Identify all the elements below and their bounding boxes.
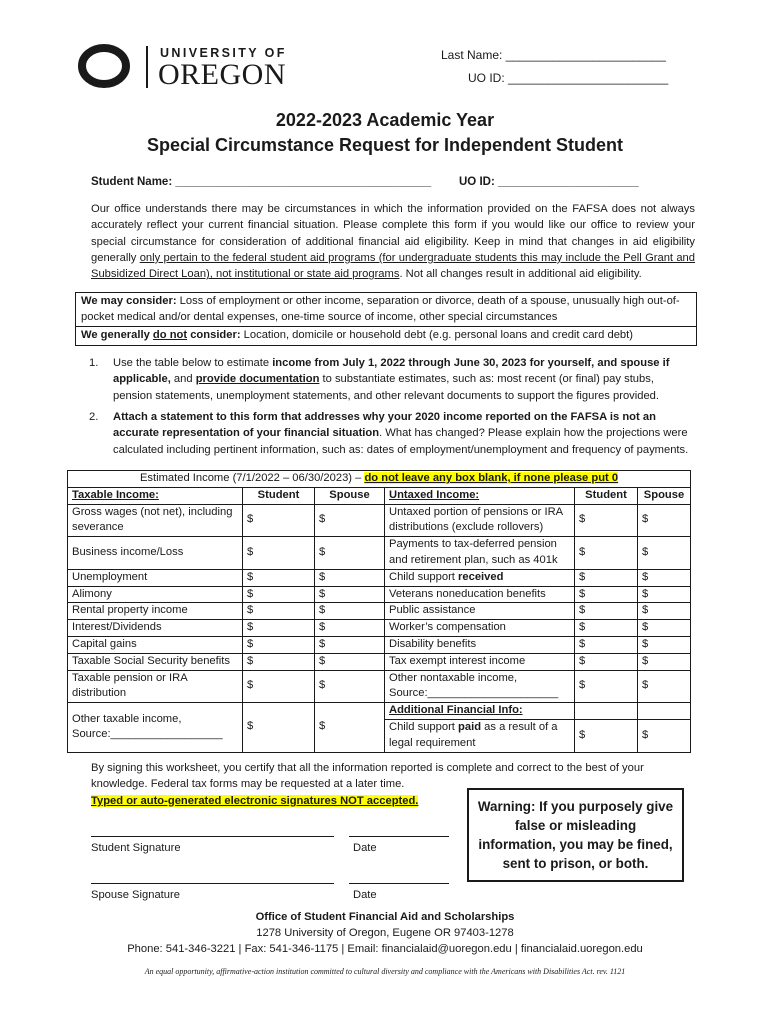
- taxable-item-label: Taxable pension or IRA distribution: [68, 670, 243, 703]
- amount-cell[interactable]: $: [315, 504, 385, 537]
- untaxed-item-label: Payments to tax-deferred pension and retirement plan, such as 401k: [385, 537, 575, 570]
- table-row: [68, 670, 691, 703]
- amount-cell[interactable]: $: [638, 636, 691, 653]
- untaxed-item-label: Other nontaxable income, Source:_____________________: [385, 670, 575, 703]
- amount-cell[interactable]: $: [638, 603, 691, 620]
- spouse-date-line[interactable]: [349, 883, 449, 884]
- untaxed-item-label: Disability benefits: [385, 636, 575, 653]
- amount-cell[interactable]: $: [315, 620, 385, 637]
- university-logo-o-icon: [78, 44, 130, 88]
- untaxed-item-label: Veterans noneducation benefits: [385, 586, 575, 603]
- student-date-line[interactable]: [349, 836, 449, 837]
- additional-info-header: Additional Financial Info:: [385, 703, 575, 720]
- taxable-item-label: Interest/Dividends: [68, 620, 243, 637]
- table-row: [68, 620, 691, 637]
- student-signature-line[interactable]: [91, 836, 334, 837]
- income-table: [67, 470, 691, 753]
- taxable-item-label: Unemployment: [68, 569, 243, 586]
- amount-cell[interactable]: $: [575, 603, 638, 620]
- amount-cell[interactable]: $: [315, 703, 385, 752]
- empty-cell: [638, 703, 691, 720]
- amount-cell[interactable]: $: [315, 586, 385, 603]
- intro-paragraph: Our office understands there may be circumstances in which the information provided on the FAFSA does not always accurately reflect your current financial situation. Please complete this form if you would like our office to review your special circumstance for consideration of additional financial aid eligibility. Keep in mind that changes in aid eligibility generally only pertain to the federal student aid programs (for undergraduate students this may include the Pell Grant and Subsidized Direct Loan), not institutional or state aid programs. Not all changes result in additional aid eligibility.: [91, 203, 695, 281]
- spouse-date-label: Date: [353, 889, 377, 901]
- amount-cell[interactable]: $: [638, 586, 691, 603]
- amount-cell[interactable]: $: [575, 670, 638, 703]
- amount-cell[interactable]: $: [575, 569, 638, 586]
- untaxed-income-header: Untaxed Income:: [385, 487, 575, 504]
- footer-disclaimer: An equal opportunity, affirmative-action institution committed to cultural diversity and compliance with the Americans with Disabilities Act. rev. 1121: [144, 967, 626, 976]
- taxable-income-header: Taxable Income:: [68, 487, 243, 504]
- amount-cell[interactable]: $: [315, 603, 385, 620]
- amount-cell[interactable]: $: [243, 504, 315, 537]
- amount-cell[interactable]: $: [243, 636, 315, 653]
- amount-cell[interactable]: $: [638, 537, 691, 570]
- amount-cell[interactable]: $: [575, 586, 638, 603]
- amount-cell[interactable]: $: [315, 670, 385, 703]
- amount-cell[interactable]: $: [575, 719, 638, 752]
- certification-text: By signing this worksheet, you certify that all the information reported is complete and correct to the best of your knowledge. Federal tax forms may be requested at a later time. Typed or auto-generated electronic signatures NOT accepted.: [91, 762, 644, 807]
- amount-cell[interactable]: $: [315, 653, 385, 670]
- amount-cell[interactable]: $: [575, 636, 638, 653]
- amount-cell[interactable]: $: [243, 670, 315, 703]
- amount-cell[interactable]: $: [638, 569, 691, 586]
- amount-cell[interactable]: $: [315, 636, 385, 653]
- spouse-column-header: Spouse: [638, 487, 691, 504]
- table-row: [68, 653, 691, 670]
- student-name-field[interactable]: Student Name: ________________________________________: [91, 176, 432, 188]
- untaxed-item-label: Child support paid as a result of a legal requirement: [385, 719, 575, 752]
- amount-cell[interactable]: $: [638, 719, 691, 752]
- table-row: [68, 703, 691, 720]
- table-row: [68, 603, 691, 620]
- amount-cell[interactable]: $: [243, 703, 315, 752]
- amount-cell[interactable]: $: [638, 653, 691, 670]
- taxable-item-label: Rental property income: [68, 603, 243, 620]
- untaxed-item-label: Untaxed portion of pensions or IRA distributions (exclude rollovers): [385, 504, 575, 537]
- amount-cell[interactable]: $: [243, 603, 315, 620]
- last-name-field[interactable]: Last Name: ________________________: [441, 48, 666, 62]
- instruction-item-2: 2. Attach a statement to this form that addresses why your 2020 income reported on the FAFSA is not an accurate representation of your financial situation. What has changed? Please explain how the projections were calculated including pertinent information, such as: dates of employment/unemployment and frequency of payments.: [89, 411, 689, 456]
- no-esign-notice: Typed or auto-generated electronic signatures NOT accepted.: [91, 794, 419, 807]
- table-row: [68, 636, 691, 653]
- page-title: 2022-2023 Academic Year: [275, 110, 495, 130]
- empty-cell: [575, 703, 638, 720]
- amount-cell[interactable]: $: [575, 504, 638, 537]
- table-caption: Estimated Income (7/1/2022 – 06/30/2023) – do not leave any box blank, if none please put 0: [68, 471, 691, 488]
- logo-oregon-text: OREGON: [158, 58, 286, 91]
- taxable-item-label: Taxable Social Security benefits: [68, 653, 243, 670]
- amount-cell[interactable]: $: [315, 569, 385, 586]
- student-column-header: Student: [243, 487, 315, 504]
- amount-cell[interactable]: $: [638, 670, 691, 703]
- footer-office: Office of Student Financial Aid and Scholarships: [255, 911, 515, 923]
- spouse-signature-line[interactable]: [91, 883, 334, 884]
- amount-cell[interactable]: $: [315, 537, 385, 570]
- student-date-label: Date: [353, 842, 377, 854]
- untaxed-item-label: Child support received: [385, 569, 575, 586]
- amount-cell[interactable]: $: [638, 620, 691, 637]
- amount-cell[interactable]: $: [243, 569, 315, 586]
- footer-contact: Phone: 541-346-3221 | Fax: 541-346-1175 | Email: financialaid@uoregon.edu | financialaid.uoregon.edu: [127, 943, 643, 955]
- instruction-item-1: 1. Use the table below to estimate income from July 1, 2022 through June 30, 2023 for yourself, and spouse if applicable, and provide documentation to substantiate estimates, such as: most recent (or final) pay stubs, pension statements, unemployment statements, and other relevant documents to support the figures provided.: [89, 357, 670, 402]
- amount-cell[interactable]: $: [243, 537, 315, 570]
- spouse-column-header: Spouse: [315, 487, 385, 504]
- amount-cell[interactable]: $: [243, 586, 315, 603]
- footer-address: 1278 University of Oregon, Eugene OR 97403-1278: [256, 927, 514, 939]
- student-id-field[interactable]: UO ID: ______________________: [459, 176, 639, 188]
- table-row: [68, 586, 691, 603]
- untaxed-item-label: Worker’s compensation: [385, 620, 575, 637]
- logo-divider: [146, 46, 148, 88]
- consider-box: We may consider: Loss of employment or other income, separation or divorce, death of a spouse, unusually high out-of-pocket medical and/or dental expenses, one-time source of income, other special circumstances We generally do not consider: Location, domicile or household debt (e.g. personal loans and credit card debt): [75, 292, 697, 346]
- amount-cell[interactable]: $: [575, 537, 638, 570]
- untaxed-item-label: Tax exempt interest income: [385, 653, 575, 670]
- amount-cell[interactable]: $: [638, 504, 691, 537]
- untaxed-item-label: Public assistance: [385, 603, 575, 620]
- table-row: [68, 504, 691, 537]
- page-subtitle: Special Circumstance Request for Independent Student: [146, 135, 624, 155]
- amount-cell[interactable]: $: [575, 653, 638, 670]
- table-row: [68, 537, 691, 570]
- taxable-item-label: Business income/Loss: [68, 537, 243, 570]
- warning-box: Warning: If you purposely give false or misleading information, you may be fined, sent to prison, or both.: [467, 788, 684, 882]
- student-signature-label: Student Signature: [91, 842, 181, 854]
- taxable-item-label: Other taxable income, Source:__________________: [68, 703, 243, 752]
- amount-cell[interactable]: $: [575, 620, 638, 637]
- student-column-header: Student: [575, 487, 638, 504]
- spouse-signature-label: Spouse Signature: [91, 889, 180, 901]
- uo-id-field[interactable]: UO ID: ________________________: [468, 71, 669, 85]
- logo-university-text: UNIVERSITY OF: [160, 46, 287, 60]
- taxable-item-label: Alimony: [68, 586, 243, 603]
- taxable-item-label: Capital gains: [68, 636, 243, 653]
- amount-cell[interactable]: $: [243, 653, 315, 670]
- taxable-item-label: Gross wages (not net), including severance: [68, 504, 243, 537]
- amount-cell[interactable]: $: [243, 620, 315, 637]
- table-row: [68, 569, 691, 586]
